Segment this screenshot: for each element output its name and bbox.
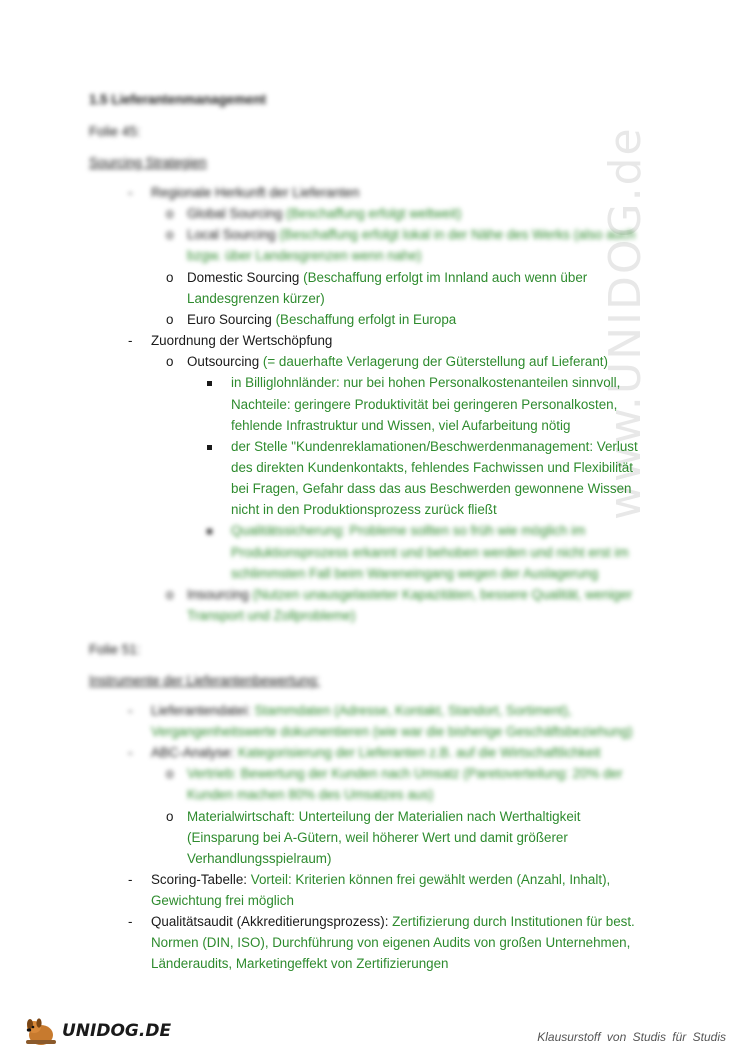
note-text: (Beschaffung erfolgt weltweit) (286, 206, 462, 222)
note-text: Produktionsprozess erkannt und behoben werden und nicht erst im (231, 544, 629, 560)
instrument-line (151, 721, 633, 742)
note-text: Gewichtung frei möglich (151, 892, 294, 908)
note-text: Stammdaten (Adresse, Kontakt, Standort, Sortiment), (254, 703, 572, 718)
instrument-line (187, 784, 433, 805)
instrument-line (151, 742, 601, 763)
footer-claim: Klausurstoff von Studis für Studis (537, 1030, 726, 1044)
instrument-line (151, 700, 572, 721)
note-text: (Beschaffung erfolgt lokal in der Nähe des Werks (also auch (279, 227, 636, 243)
note-text: nicht in den Produktionsprozess zurück fließt (231, 502, 497, 518)
note-text: Verhandlungsspielraum) (187, 850, 332, 866)
term-text: Qualitätsaudit (Akkreditierungsprozess): (151, 914, 393, 929)
note-text: Landesgrenzen kürzer) (187, 290, 325, 306)
note-text: (Einsparung bei A-Gütern, weil höherer Wert und damit größerer (187, 829, 568, 845)
subtitle-sourcing: Sourcing Strategien (89, 155, 207, 170)
circle-bullet-icon: o (166, 354, 174, 370)
term-text: Zuordnung der Wertschöpfung (151, 333, 333, 349)
term-text: Local Sourcing (187, 227, 280, 243)
circle-bullet-icon: o (166, 586, 174, 602)
note-text: Kunden machen 80% des Umsatzes aus) (187, 787, 434, 803)
dash-bullet-icon: - (128, 745, 133, 761)
note-text: Vorteil: Kriterien können frei gewählt werden (Anzahl, Inhalt), (250, 871, 611, 887)
sourcing-line (231, 372, 620, 393)
note-text: Vergangenheitswerte dokumentieren (wie war die bisherige Geschäftsbeziehung) (151, 724, 633, 740)
sourcing-line (187, 288, 325, 309)
note-text: Normen (DIN, ISO), Durchführung von eigenen Audits von großen Unternehmen, (151, 935, 631, 951)
note-text: Zertifizierung durch Institutionen für best. (392, 914, 635, 929)
dash-bullet-icon: - (128, 185, 133, 200)
term-text: ABC-Analyse: (151, 745, 239, 761)
instrument-line (151, 953, 449, 974)
sourcing-line (151, 182, 359, 203)
term-text: Lieferantendatei: (151, 703, 255, 718)
note-text: (= dauerhafte Verlagerung der Güterstellung auf Lieferant) (262, 354, 608, 370)
sourcing-line (187, 584, 632, 605)
subtitle-instruments: Instrumente der Lieferantenbewertung: (89, 673, 320, 688)
instrument-line (151, 869, 610, 890)
watermark: www.UNIDOG.de (600, 126, 651, 520)
slide-label-45: Folie 45: (89, 124, 141, 139)
sourcing-line (231, 436, 638, 457)
sourcing-line (187, 203, 461, 224)
dash-bullet-icon: - (128, 914, 133, 929)
sourcing-line (231, 563, 598, 584)
instrument-line (151, 890, 294, 911)
instrument-line (187, 848, 331, 869)
section-heading: 1.5 Lieferantenmanagement (89, 92, 267, 107)
circle-bullet-icon: o (166, 766, 174, 782)
sourcing-line (187, 351, 608, 372)
instrument-line (187, 827, 568, 848)
note-text: Qualitätssicherung: Probleme sollten so früh wie möglich im (231, 523, 586, 539)
slide-label-51: Folie 51: (89, 642, 141, 657)
circle-bullet-icon: o (166, 269, 174, 285)
dog-mascot-icon (22, 1015, 60, 1047)
note-text: fehlende Infrastruktur und Wissen, viel Aufarbeitung nötig (231, 417, 571, 433)
circle-bullet-icon: o (166, 311, 174, 327)
term-text: Outsourcing (187, 354, 263, 370)
instrument-line (187, 806, 580, 827)
note-text: schlimmsten Fall beim Wareneingang wegen der Auslagerung (231, 565, 599, 581)
term-text: Scoring-Tabelle: (151, 871, 251, 887)
note-text: bzgw. über Landesgrenzen wenn nahe) (187, 248, 422, 264)
sourcing-line (231, 394, 617, 415)
note-text: des direkten Kundenkontakts, fehlendes Fachwissen und Flexibilität (231, 459, 633, 475)
logo-text: UNIDOG.DE (62, 1021, 172, 1041)
sourcing-line (187, 267, 587, 288)
sourcing-line (231, 542, 629, 563)
dash-bullet-icon: - (128, 703, 133, 718)
note-text: (Beschaffung erfolgt in Europa (275, 311, 457, 327)
sourcing-line (231, 478, 631, 499)
sourcing-line (187, 224, 635, 245)
note-text: (Nutzen unausgelasteter Kapazitäten, bessere Qualität, weniger (252, 586, 633, 602)
note-text: Materialwirtschaft: Unterteilung der Materialien nach Werthaltigkeit (187, 808, 581, 824)
term-text: Insourcing (187, 586, 253, 602)
note-text: Länderaudits, Marketingeffekt von Zertifizierungen (151, 956, 449, 972)
sourcing-line (151, 330, 332, 351)
note-text: Vertrieb: Bewertung der Kunden nach Umsatz (Paretoverteilung: 20% der (187, 766, 623, 782)
dash-bullet-icon: - (128, 871, 133, 887)
dash-bullet-icon: - (128, 333, 133, 349)
sourcing-line (231, 457, 633, 478)
term-text: Global Sourcing (187, 206, 286, 222)
note-text: Kategorisierung der Lieferanten z.B. auf die Wirtschaftlichkeit (238, 745, 601, 761)
circle-bullet-icon: o (166, 227, 174, 243)
term-text: Domestic Sourcing (187, 269, 304, 285)
circle-bullet-icon: o (166, 206, 174, 222)
circle-bullet-icon: o (166, 808, 174, 824)
sourcing-line (187, 245, 422, 266)
sourcing-line (187, 309, 456, 330)
footer-logo[interactable] (22, 1015, 171, 1047)
instrument-line (151, 911, 635, 932)
note-text: bei Fragen, Gefahr dass das aus Beschwerden gewonnene Wissen (231, 481, 632, 497)
note-text: in Billiglohnländer: nur bei hohen Personalkostenanteilen sinnvoll, (231, 375, 621, 391)
note-text: der Stelle "Kundenreklamationen/Beschwerdenmanagement: Verlust (231, 438, 638, 454)
sourcing-line (231, 520, 585, 541)
square-bullet-icon (207, 372, 212, 393)
term-text: Regionale Herkunft der Lieferanten (151, 185, 360, 200)
note-text: Nachteile: geringere Produktivität bei geringeren Personalkosten, (231, 396, 618, 412)
sourcing-line (187, 605, 355, 626)
note-text: Transport und Zollprobleme) (187, 608, 356, 623)
sourcing-line (231, 415, 570, 436)
square-bullet-icon (207, 520, 212, 541)
square-bullet-icon (207, 436, 212, 457)
note-text: (Beschaffung erfolgt im Innland auch wenn über (303, 269, 588, 285)
instrument-line (151, 932, 630, 953)
instrument-line (187, 763, 622, 784)
sourcing-line (231, 499, 497, 520)
term-text: Euro Sourcing (187, 311, 276, 327)
